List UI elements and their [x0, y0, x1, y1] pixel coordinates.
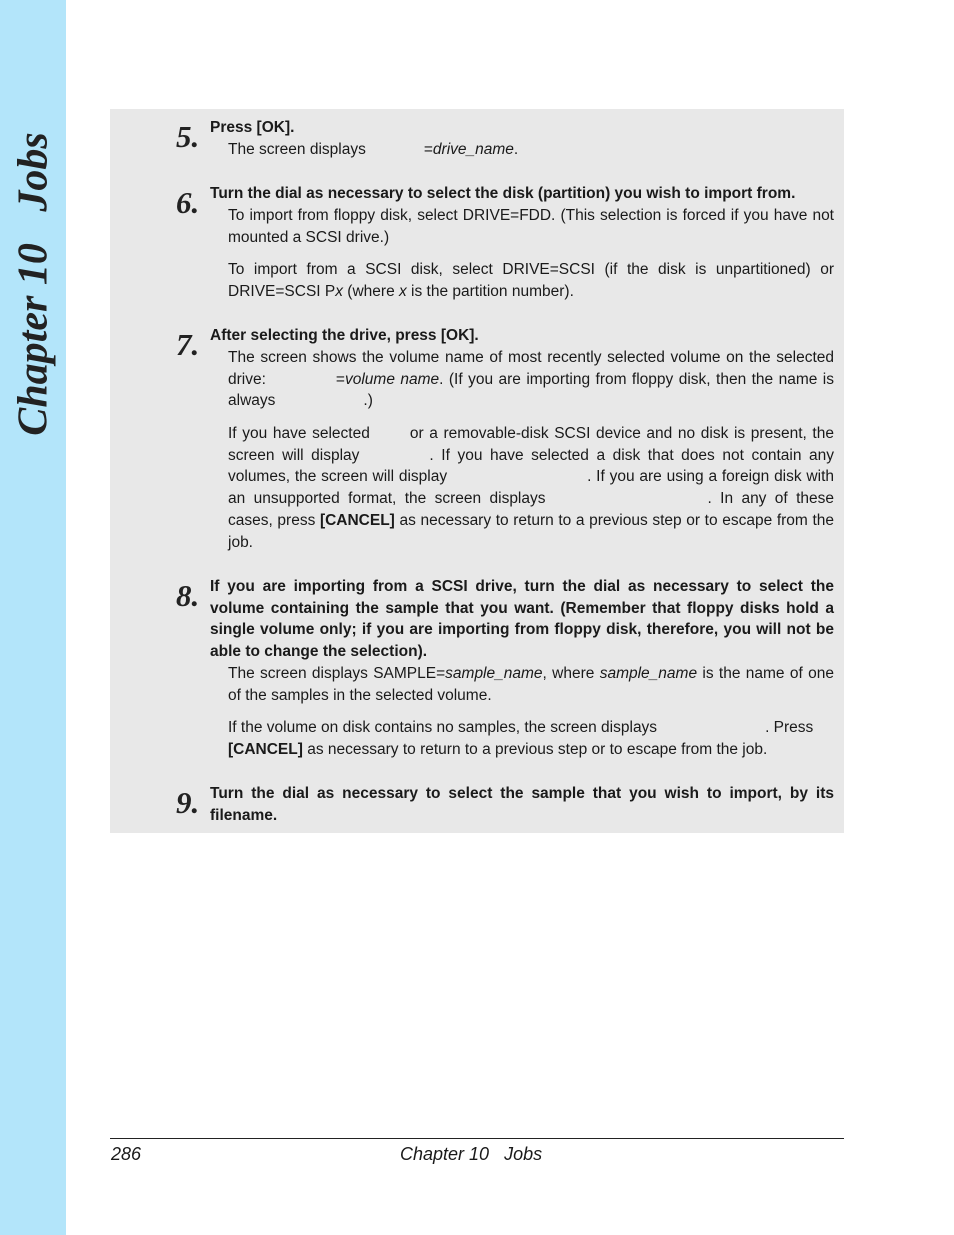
- step-paragraph-1: The screen shows the volume name of most recently selected volume on the selected drive: =volume name. (If you are importing from floppy disk, then the name is always .): [228, 349, 834, 410]
- step-paragraph-1: To import from floppy disk, select DRIVE=FDD. (This selection is forced if you have not mounted a SCSI drive.): [228, 207, 834, 246]
- step-paragraph-2: To import from a SCSI disk, select DRIVE=SCSI (if the disk is unpartitioned) or DRIVE=SCSI Px (where x is the partition number).: [228, 261, 834, 300]
- step-heading: If you are importing from a SCSI drive, turn the dial as necessary to select the volume containing the sample that you want. (Remember that floppy disks hold a single volume only; if you are importing from floppy disk, therefore, you will not be able to change the selection).: [210, 578, 834, 661]
- step-number: 9.: [176, 785, 200, 820]
- step-heading: Turn the dial as necessary to select the sample that you wish to import, by its filename.: [210, 785, 834, 824]
- step-heading: Press [OK].: [210, 119, 295, 136]
- step-body: The screen displays =drive_name.: [228, 141, 519, 158]
- side-tab-title: Chapter 10 Jobs: [11, 132, 57, 436]
- page-number: 286: [111, 1144, 142, 1164]
- step-paragraph-1: The screen displays SAMPLE=sample_name, where sample_name is the name of one of the samples in the selected volume.: [228, 665, 834, 704]
- step-heading: Turn the dial as necessary to select the disk (partition) you wish to import from.: [210, 185, 796, 202]
- chapter-side-tab: [0, 0, 66, 1235]
- side-tab-title-wrap: [2, 130, 66, 436]
- footer-chapter-title: Chapter 10 Jobs: [400, 1144, 543, 1164]
- step-heading: After selecting the drive, press [OK].: [210, 327, 479, 344]
- step-number: 5.: [176, 119, 200, 154]
- procedure-panel: [110, 109, 844, 833]
- footer-rule: [110, 1138, 844, 1139]
- step-paragraph-2: If you have selected or a removable-disk SCSI device and no disk is present, the screen will display . If you have selected a disk that does not contain any volumes, the screen will display . If you are using a foreign disk with an unsupported format, the screen displays . In any of these cases, press [CANCEL] as necessary to return to a previous step or to escape from the job.: [228, 425, 834, 551]
- step-number: 8.: [176, 578, 200, 613]
- step-paragraph-2: If the volume on disk contains no samples, the screen displays . Press [CANCEL] as necessary to return to a previous step or to escape from the job.: [228, 719, 814, 758]
- step-number: 7.: [176, 327, 200, 362]
- step-number: 6.: [176, 185, 200, 220]
